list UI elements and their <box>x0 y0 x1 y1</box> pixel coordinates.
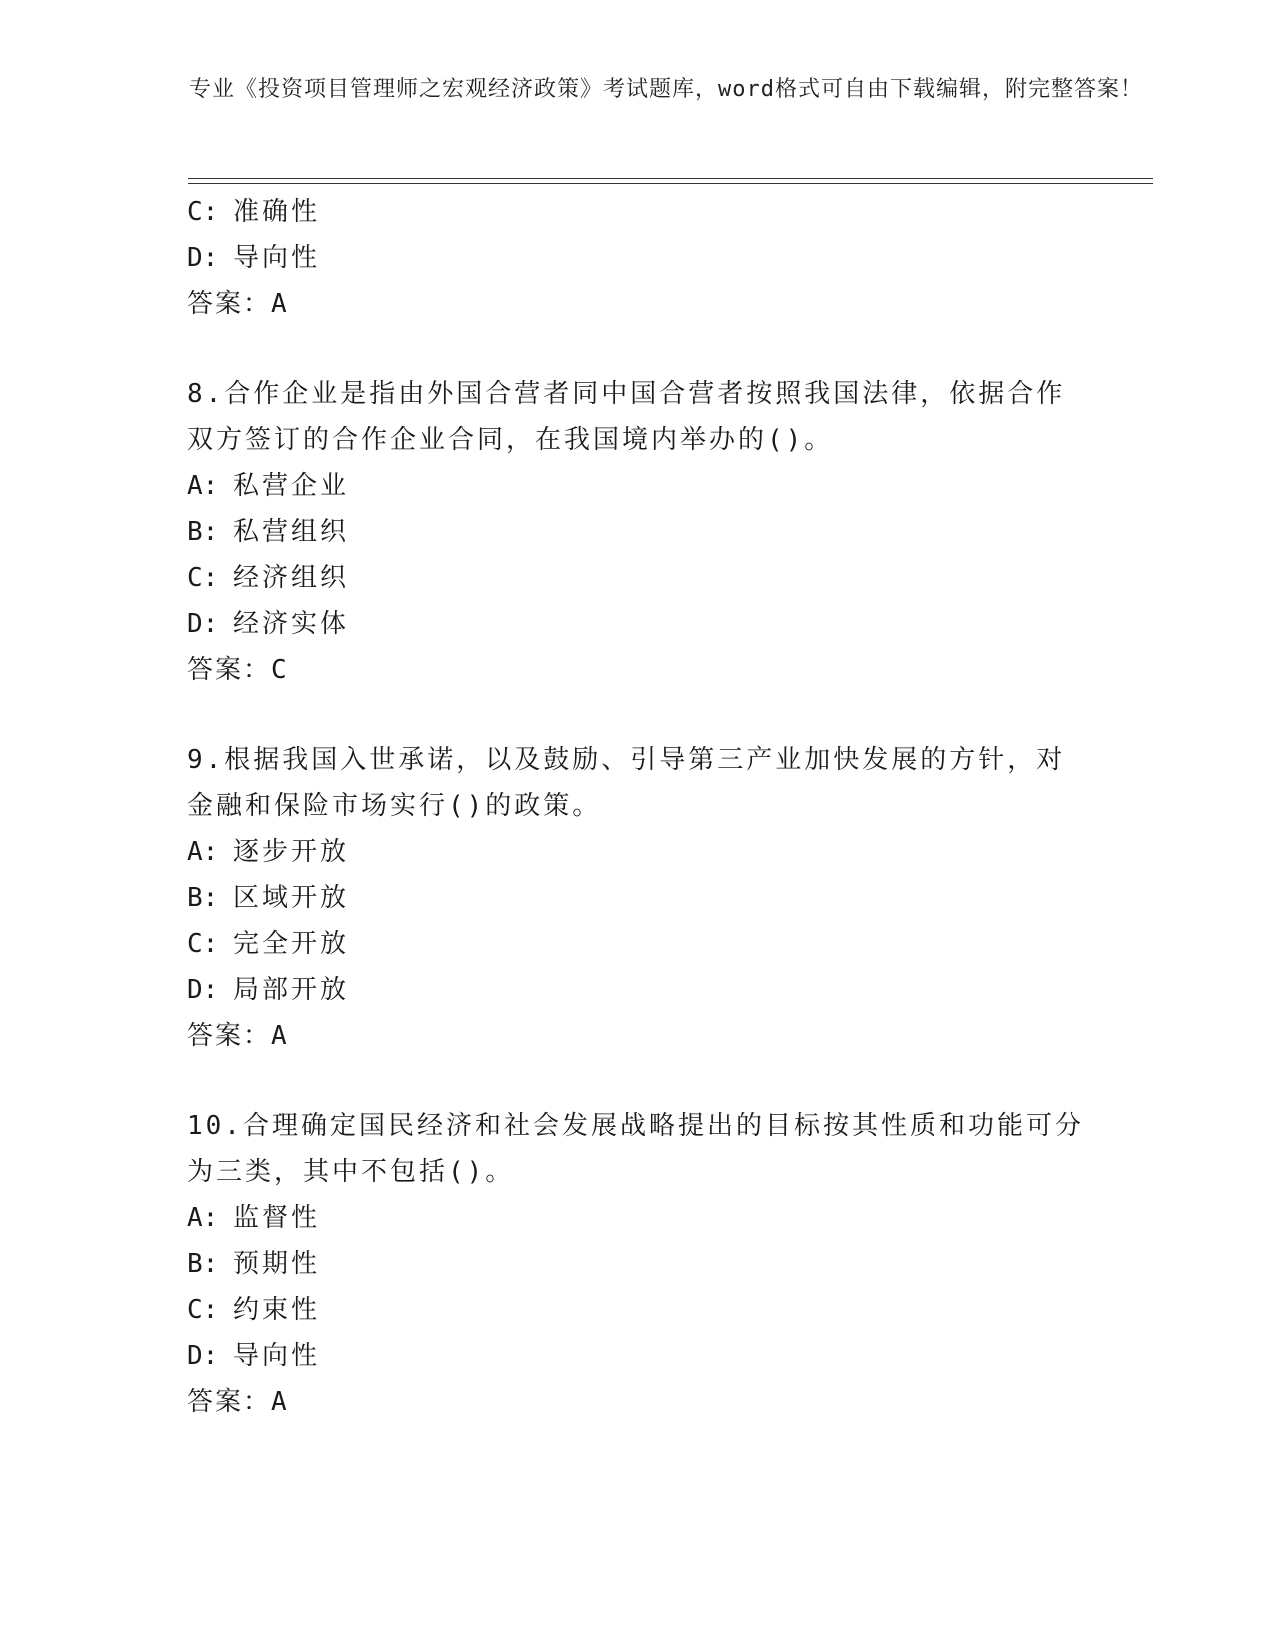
question-text-line: 双方签订的合作企业合同，在我国境内举办的()。 <box>187 425 834 455</box>
option-item <box>187 921 1087 967</box>
option-text: 导向性 <box>233 243 321 273</box>
option-item <box>187 1241 1087 1287</box>
option-text: 完全开放 <box>233 929 350 959</box>
question-block <box>187 737 1087 1059</box>
answer-value: A <box>271 1387 290 1417</box>
option-item <box>187 189 1087 235</box>
partial-question <box>187 189 1087 327</box>
answer-line <box>187 281 1087 327</box>
question-text-line: 9.根据我国入世承诺，以及鼓励、引导第三产业加快发展的方针，对 <box>187 745 1066 775</box>
option-letter: A: <box>187 837 219 867</box>
option-text: 监督性 <box>233 1203 321 1233</box>
option-text: 逐步开放 <box>233 837 350 867</box>
document-header <box>189 74 1149 106</box>
option-letter: B: <box>187 517 219 547</box>
option-letter: D: <box>187 1341 219 1371</box>
option-letter: C: <box>187 1295 219 1325</box>
option-item <box>187 601 1087 647</box>
option-letter: C: <box>187 929 219 959</box>
option-letter: A: <box>187 1203 219 1233</box>
answer-label: 答案： <box>187 289 272 319</box>
header-divider-bottom <box>188 183 1153 184</box>
option-letter: C: <box>187 563 219 593</box>
option-text: 私营企业 <box>233 471 350 501</box>
answer-value: A <box>271 289 290 319</box>
option-letter: C: <box>187 197 219 227</box>
option-letter: D: <box>187 243 219 273</box>
question-text-line: 为三类，其中不包括()。 <box>187 1157 515 1187</box>
spacer <box>187 1059 1087 1103</box>
option-text: 局部开放 <box>233 975 350 1005</box>
option-letter: D: <box>187 975 219 1005</box>
option-letter: D: <box>187 609 219 639</box>
option-text: 经济实体 <box>233 609 350 639</box>
answer-label: 答案： <box>187 1021 272 1051</box>
spacer <box>187 693 1087 737</box>
answer-label: 答案： <box>187 1387 272 1417</box>
option-item <box>187 235 1087 281</box>
option-item <box>187 829 1087 875</box>
option-item <box>187 509 1087 555</box>
option-item <box>187 1287 1087 1333</box>
option-text: 经济组织 <box>233 563 350 593</box>
question-text-line: 8.合作企业是指由外国合营者同中国合营者按照我国法律，依据合作 <box>187 379 1066 409</box>
option-item <box>187 463 1087 509</box>
answer-label: 答案： <box>187 655 272 685</box>
header-intro-text: 专业《投资项目管理师之宏观经济政策》考试题库，word格式可自由下载编辑，附完整答案！ <box>189 77 1143 102</box>
option-text: 私营组织 <box>233 517 350 547</box>
option-letter: B: <box>187 883 219 913</box>
option-text: 准确性 <box>233 197 321 227</box>
question-text-line: 10.合理确定国民经济和社会发展战略提出的目标按其性质和功能可分 <box>187 1111 1084 1141</box>
answer-line <box>187 1379 1087 1425</box>
option-letter: B: <box>187 1249 219 1279</box>
question-text-line: 金融和保险市场实行()的政策。 <box>187 791 602 821</box>
answer-value: C <box>271 655 290 685</box>
option-item <box>187 875 1087 921</box>
answer-line <box>187 647 1087 693</box>
option-letter: A: <box>187 471 219 501</box>
option-text: 预期性 <box>233 1249 321 1279</box>
header-divider-top <box>188 178 1153 179</box>
answer-value: A <box>271 1021 290 1051</box>
question-block <box>187 371 1087 693</box>
option-item <box>187 1333 1087 1379</box>
option-text: 导向性 <box>233 1341 321 1371</box>
question-block <box>187 1103 1087 1425</box>
question-list <box>187 189 1087 1425</box>
option-text: 约束性 <box>233 1295 321 1325</box>
option-item <box>187 1195 1087 1241</box>
spacer <box>187 327 1087 371</box>
option-item <box>187 555 1087 601</box>
option-text: 区域开放 <box>233 883 350 913</box>
option-item <box>187 967 1087 1013</box>
answer-line <box>187 1013 1087 1059</box>
